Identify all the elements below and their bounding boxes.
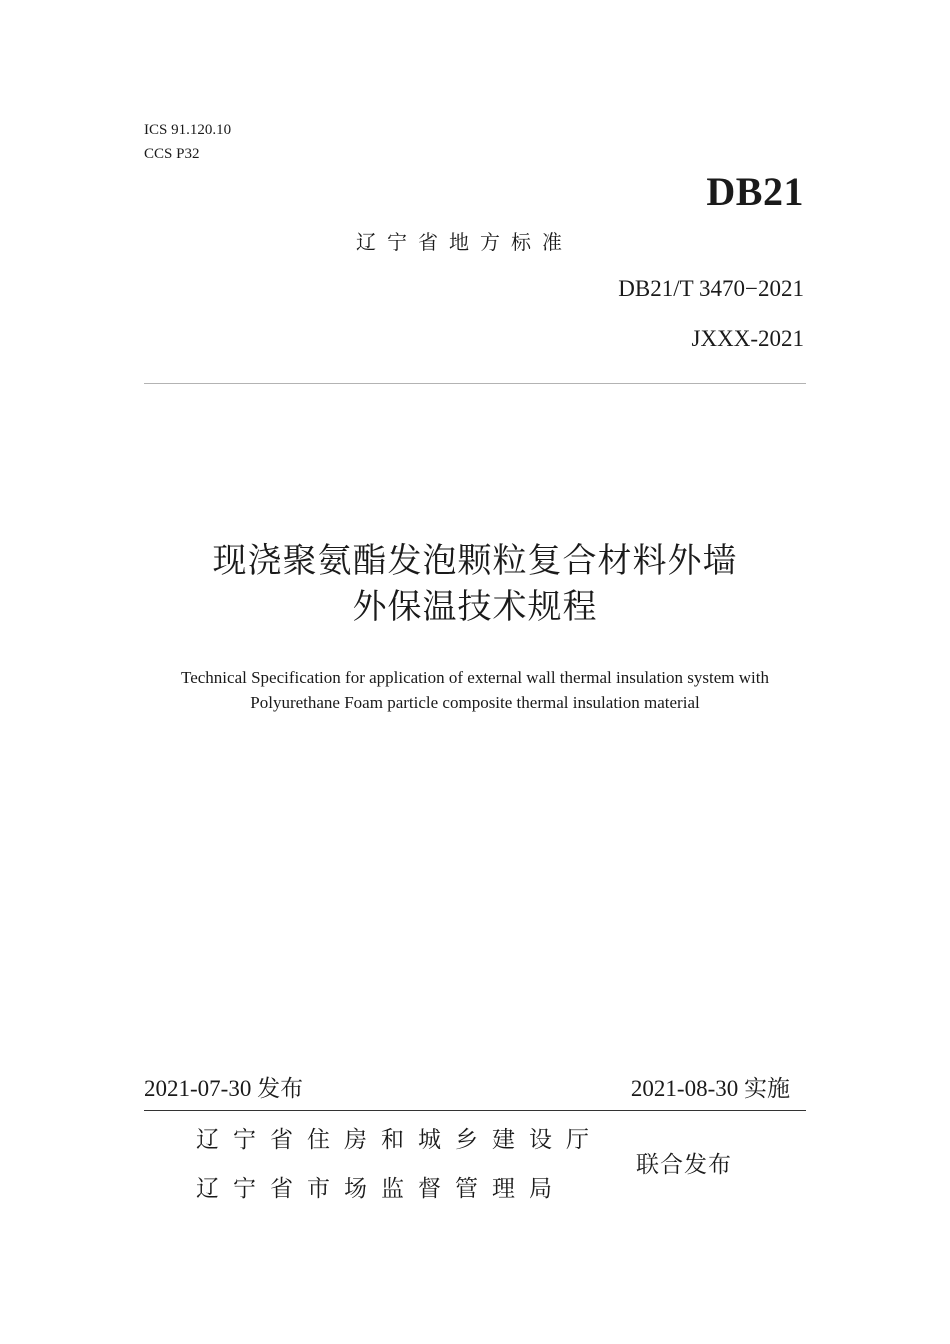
ics-code: ICS 91.120.10 xyxy=(144,122,232,138)
title-english-line-1: Technical Specification for application of external wall thermal insulation system with xyxy=(181,668,769,687)
issuer-housing-department: 辽宁省住房和城乡建设厅 xyxy=(196,1127,603,1153)
alternate-number: JXXX-2021 xyxy=(691,326,804,351)
top-divider xyxy=(144,383,806,384)
title-chinese xyxy=(0,538,950,630)
standard-code: DB21 xyxy=(706,169,804,214)
implement-date: 2021-08-30 实施 xyxy=(630,1076,790,1101)
title-english-line-2: Polyurethane Foam particle composite thermal insulation material xyxy=(250,693,700,712)
ccs-code: CCS P32 xyxy=(144,146,200,162)
bottom-divider xyxy=(144,1110,806,1111)
standard-number: DB21/T 3470−2021 xyxy=(618,276,804,301)
title-chinese-line-1: 现浇聚氨酯发泡颗粒复合材料外墙 xyxy=(212,541,738,581)
classification-codes xyxy=(144,118,231,166)
joint-publish-label: 联合发布 xyxy=(636,1152,732,1178)
standard-category: 辽宁省地方标准 xyxy=(356,230,573,254)
title-english xyxy=(0,665,950,715)
publish-date: 2021-07-30 发布 xyxy=(144,1076,304,1101)
title-chinese-line-2: 外保温技术规程 xyxy=(352,587,598,627)
issuer-market-regulation: 辽宁省市场监督管理局 xyxy=(196,1176,566,1202)
